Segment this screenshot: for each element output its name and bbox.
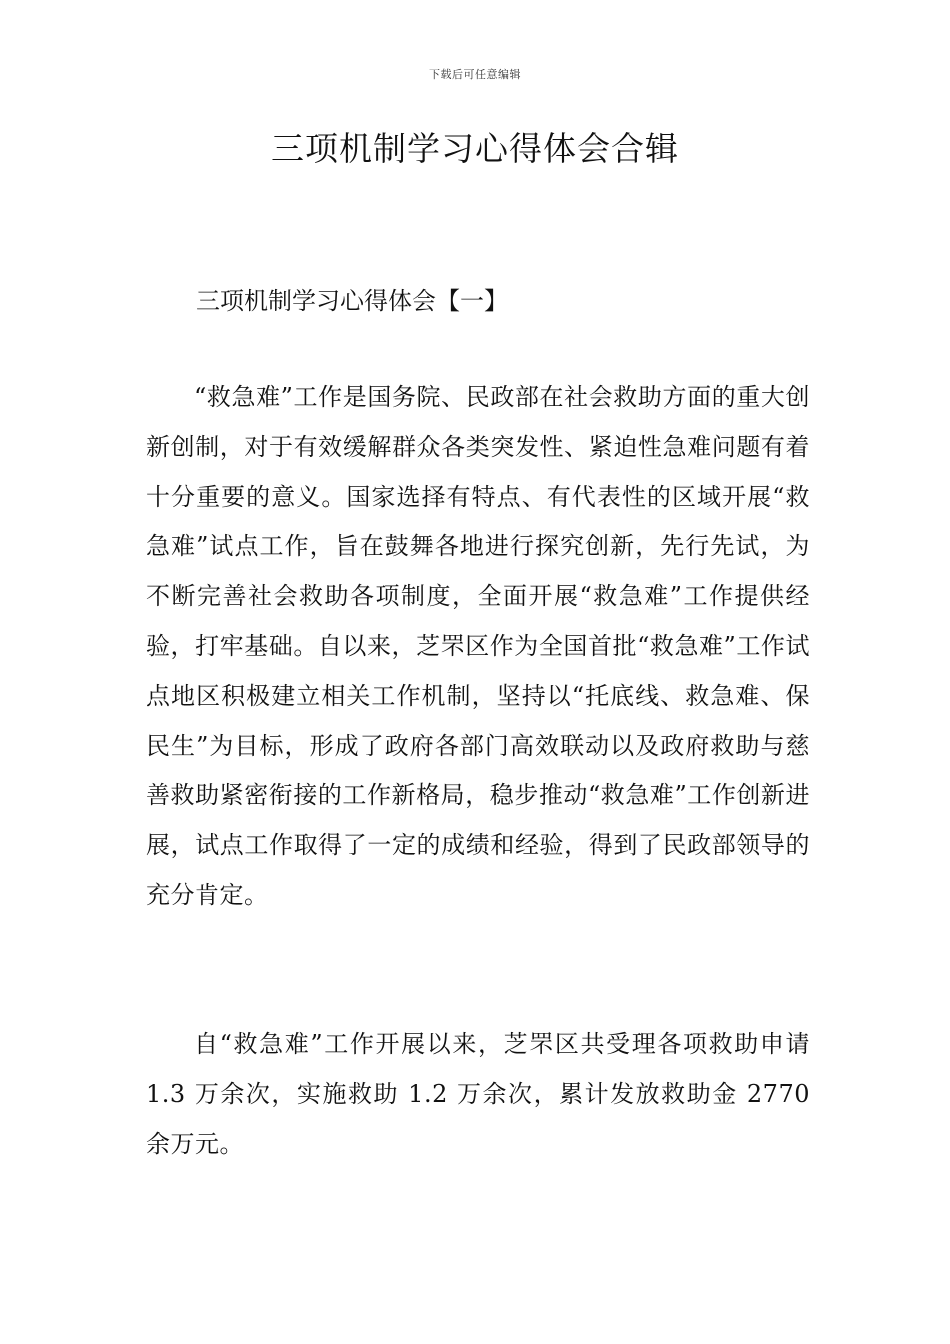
section-heading: 三项机制学习心得体会【一】 xyxy=(196,287,508,315)
header-note: 下载后可任意编辑 xyxy=(429,68,521,81)
document-title: 三项机制学习心得体会合辑 xyxy=(271,129,679,168)
body-paragraph: “救急难”工作是国务院、民政部在社会救助方面的重大创新创制，对于有效缓解群众各类突发性、紧迫性急难问题有着十分重要的意义。国家选择有特点、有代表性的区域开展“救急难”试点工作，旨在鼓舞各地进行探究创新，先行先试，为不断完善社会救助各项制度，全面开展“救急难”工作提供经验，打牢基础。自以来，芝罘区作为全国首批“救急难”工作试点地区积极建立相关工作机制，坚持以“托底线、救急难、保民生”为目标，形成了政府各部门高效联动以及政府救助与慈善救助紧密衔接的工作新格局，稳步推动“救急难”工作创新进展，试点工作取得了一定的成绩和经验，得到了民政部领导的充分肯定。 xyxy=(146,383,810,909)
body-paragraph: 自“救急难”工作开展以来，芝罘区共受理各项救助申请 1.3 万余次，实施救助 1.2 万余次，累计发放救助金 2770 余万元。 xyxy=(146,1030,810,1158)
